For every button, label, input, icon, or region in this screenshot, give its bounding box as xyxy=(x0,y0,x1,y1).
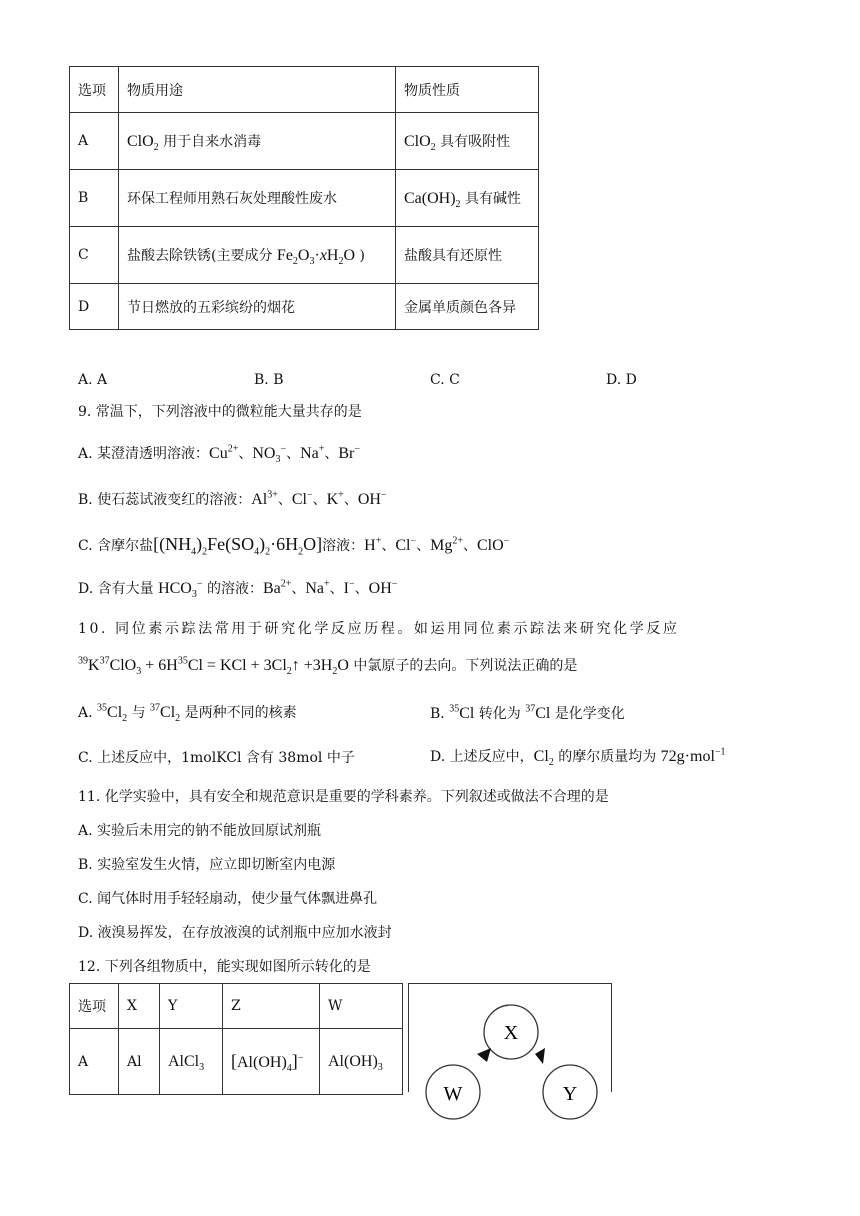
node-y-label: Y xyxy=(562,1083,578,1105)
q9-option-d: D. 含有大量 $HCO_3^-$ 的溶液：$Ba^{2+}$、Na+、I−、OH− xyxy=(78,578,398,601)
q11-option-a: A. 实验后未用完的钠不能放回原试剂瓶 xyxy=(78,823,322,839)
table-header: Y xyxy=(160,984,223,1029)
table-cell: 盐酸具有还原性 xyxy=(396,227,539,284)
table-cell: Al xyxy=(119,1029,160,1095)
q10-option-d: D. 上述反应中，$Cl_2$ 的摩尔质量均为 72g·mol$^{-1}$ xyxy=(430,746,726,769)
q10-option-b: B. $^{35}$Cl 转化为 $^{37}$Cl 是化学变化 xyxy=(430,703,625,722)
table-header: Z xyxy=(223,984,320,1029)
q9-option-a: A. 某澄清透明溶液：$Cu^{2+}$、$NO_3^-$、Na+、Br− xyxy=(78,443,361,466)
table-cell: A xyxy=(70,1029,119,1095)
table-header: 选项 xyxy=(70,67,119,113)
q12-stem: 12. 下列各组物质中，能实现如图所示转化的是 xyxy=(78,959,371,975)
table-cell: 金属单质颜色各异 xyxy=(396,284,539,330)
table-cell: ClO$_2$ 用于自来水消毒 xyxy=(119,113,396,170)
q8-option-d: D. D xyxy=(606,372,637,388)
table-cell: $Ca(OH)_2$ 具有碱性 xyxy=(396,170,539,227)
table-cell: 盐酸去除铁锈(主要成分 $Fe_2O_3\cdot xH_2O$ ) xyxy=(119,227,396,284)
q9-option-b: B. 使石蕊试液变红的溶液：$Al^{3+}$、Cl−、K+、OH− xyxy=(78,489,387,508)
q9-option-c: C. 含摩尔盐$[(NH_4)_2Fe(SO_4)_2\cdot 6H_2O]$溶液：H+、Cl−、$Mg^{2+}$、ClO− xyxy=(78,534,510,558)
cycle-diagram xyxy=(409,984,611,1105)
table-cell: A xyxy=(70,113,119,170)
table-header: 物质性质 xyxy=(396,67,539,113)
table-cell: D xyxy=(70,284,119,330)
arrow-x-to-y-icon xyxy=(535,1048,545,1064)
q8-option-b: B. B xyxy=(254,372,284,388)
node-x-label: X xyxy=(503,1022,519,1044)
q11-option-c: C. 闻气体时用手轻轻扇动，使少量气体飘进鼻孔 xyxy=(78,891,378,907)
q10-option-a: A. $^{35}Cl_2$ 与 $^{37}Cl_2$ 是两种不同的核素 xyxy=(78,702,297,725)
q8-option-a: A. A xyxy=(78,372,108,388)
q8-table xyxy=(69,66,539,330)
table-cell: $[Al(OH)_4]^-$ xyxy=(223,1029,320,1095)
table-header: 物质用途 xyxy=(119,67,396,113)
table-cell: ClO$_2$ 具有吸附性 xyxy=(396,113,539,170)
q10-stem: 10. 同位素示踪法常用于研究化学反应历程。如运用同位素示踪法来研究化学反应 xyxy=(78,621,680,637)
q12-table xyxy=(69,983,403,1095)
table-cell: 节日燃放的五彩缤纷的烟花 xyxy=(119,284,396,330)
table-cell: 环保工程师用熟石灰处理酸性废水 xyxy=(119,170,396,227)
q10-option-c: C. 上述反应中，1molKCl 含有 38mol 中子 xyxy=(78,750,355,766)
table-header: W xyxy=(320,984,403,1029)
table-cell: C xyxy=(70,227,119,284)
q11-option-b: B. 实验室发生火情，应立即切断室内电源 xyxy=(78,857,336,873)
table-header: 选项 xyxy=(70,984,119,1029)
q11-option-d: D. 液溴易挥发，在存放液溴的试剂瓶中应加水液封 xyxy=(78,925,392,941)
q10-equation: $^{39}K^{37}ClO_3 + 6H^{35}Cl$ = KCl + $3Cl_2↑ +3H_2O$ 中氯原子的去向。下列说法正确的是 xyxy=(78,655,578,678)
table-cell: $Al(OH)_3$ xyxy=(320,1029,403,1095)
q11-stem: 11. 化学实验中，具有安全和规范意识是重要的学科素养。下列叙述或做法不合理的是 xyxy=(78,789,609,805)
q12-figure xyxy=(69,983,611,1105)
table-cell: B xyxy=(70,170,119,227)
cycle-diagram-box xyxy=(408,983,612,1105)
q9-stem: 9. 常温下，下列溶液中的微粒能大量共存的是 xyxy=(78,404,362,420)
node-w-label: W xyxy=(443,1083,463,1105)
arrow-w-to-x-icon xyxy=(477,1048,491,1062)
q8-option-c: C. C xyxy=(430,372,460,388)
table-header: X xyxy=(119,984,160,1029)
table-cell: AlCl$_3$ xyxy=(160,1029,223,1095)
